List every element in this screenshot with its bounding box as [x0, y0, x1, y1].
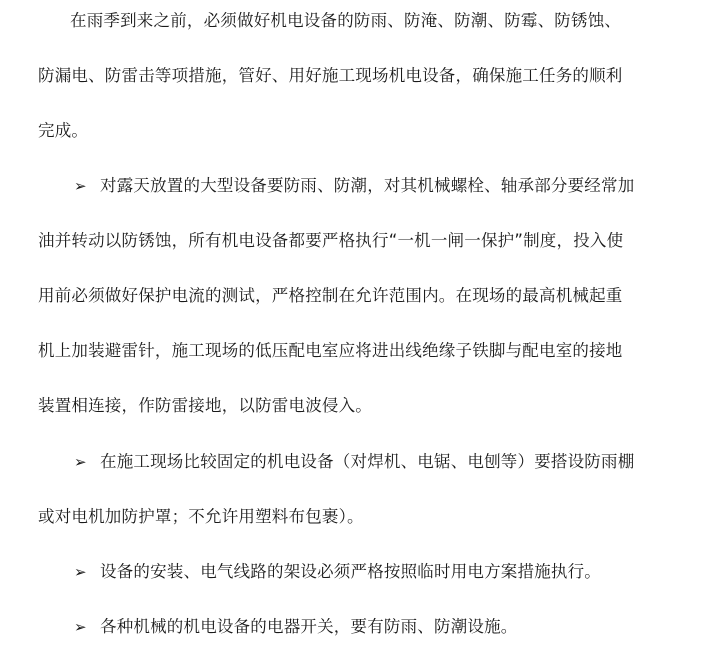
bullet-arrow-icon: ➢: [74, 618, 87, 636]
bullet-item-1-line-1: [74, 176, 634, 196]
bullet-item-2-line-2: 或对电机加防护罩；不允许用塑料布包裹）。: [38, 507, 364, 526]
bullet-arrow-icon: ➢: [74, 177, 87, 195]
intro-line-3: 完成。: [38, 121, 89, 140]
bullet-item-2-line-1: [74, 452, 634, 472]
bullet-item-1-line-5: 装置相连接，作防雷接地，以防雷电波侵入。: [38, 396, 372, 415]
bullet-item-1-line-2: 油并转动以防锈蚀，所有机电设备都要严格执行“一机一闸一保护”制度，投入使: [38, 231, 624, 250]
bullet-item-2-text: 在施工现场比较固定的机电设备（对焊机、电锯、电刨等）要搭设防雨棚: [100, 452, 635, 471]
bullet-arrow-icon: ➢: [74, 453, 87, 471]
intro-line-2: 防漏电、防雷击等项措施，管好、用好施工现场机电设备，确保施工任务的顺利: [38, 66, 623, 85]
bullet-item-1-line-3: 用前必须做好保护电流的测试，严格控制在允许范围内。在现场的最高机械起重: [38, 286, 623, 305]
bullet-item-3-line-1: [74, 562, 601, 582]
bullet-item-1-line-4: 机上加装避雷针，施工现场的低压配电室应将进出线绝缘子铁脚与配电室的接地: [38, 341, 623, 360]
bullet-item-4-text: 各种机械的机电设备的电器开关，要有防雨、防潮设施。: [100, 617, 518, 636]
bullet-item-1-text: 对露天放置的大型设备要防雨、防潮，对其机械螺栓、轴承部分要经常加: [100, 176, 635, 195]
intro-line-1: 在雨季到来之前，必须做好机电设备的防雨、防淹、防潮、防霉、防锈蚀、: [70, 11, 622, 30]
bullet-item-4-line-1: [74, 617, 518, 637]
bullet-item-3-text: 设备的安装、电气线路的架设必须严格按照临时用电方案措施执行。: [100, 562, 601, 581]
bullet-arrow-icon: ➢: [74, 563, 87, 581]
